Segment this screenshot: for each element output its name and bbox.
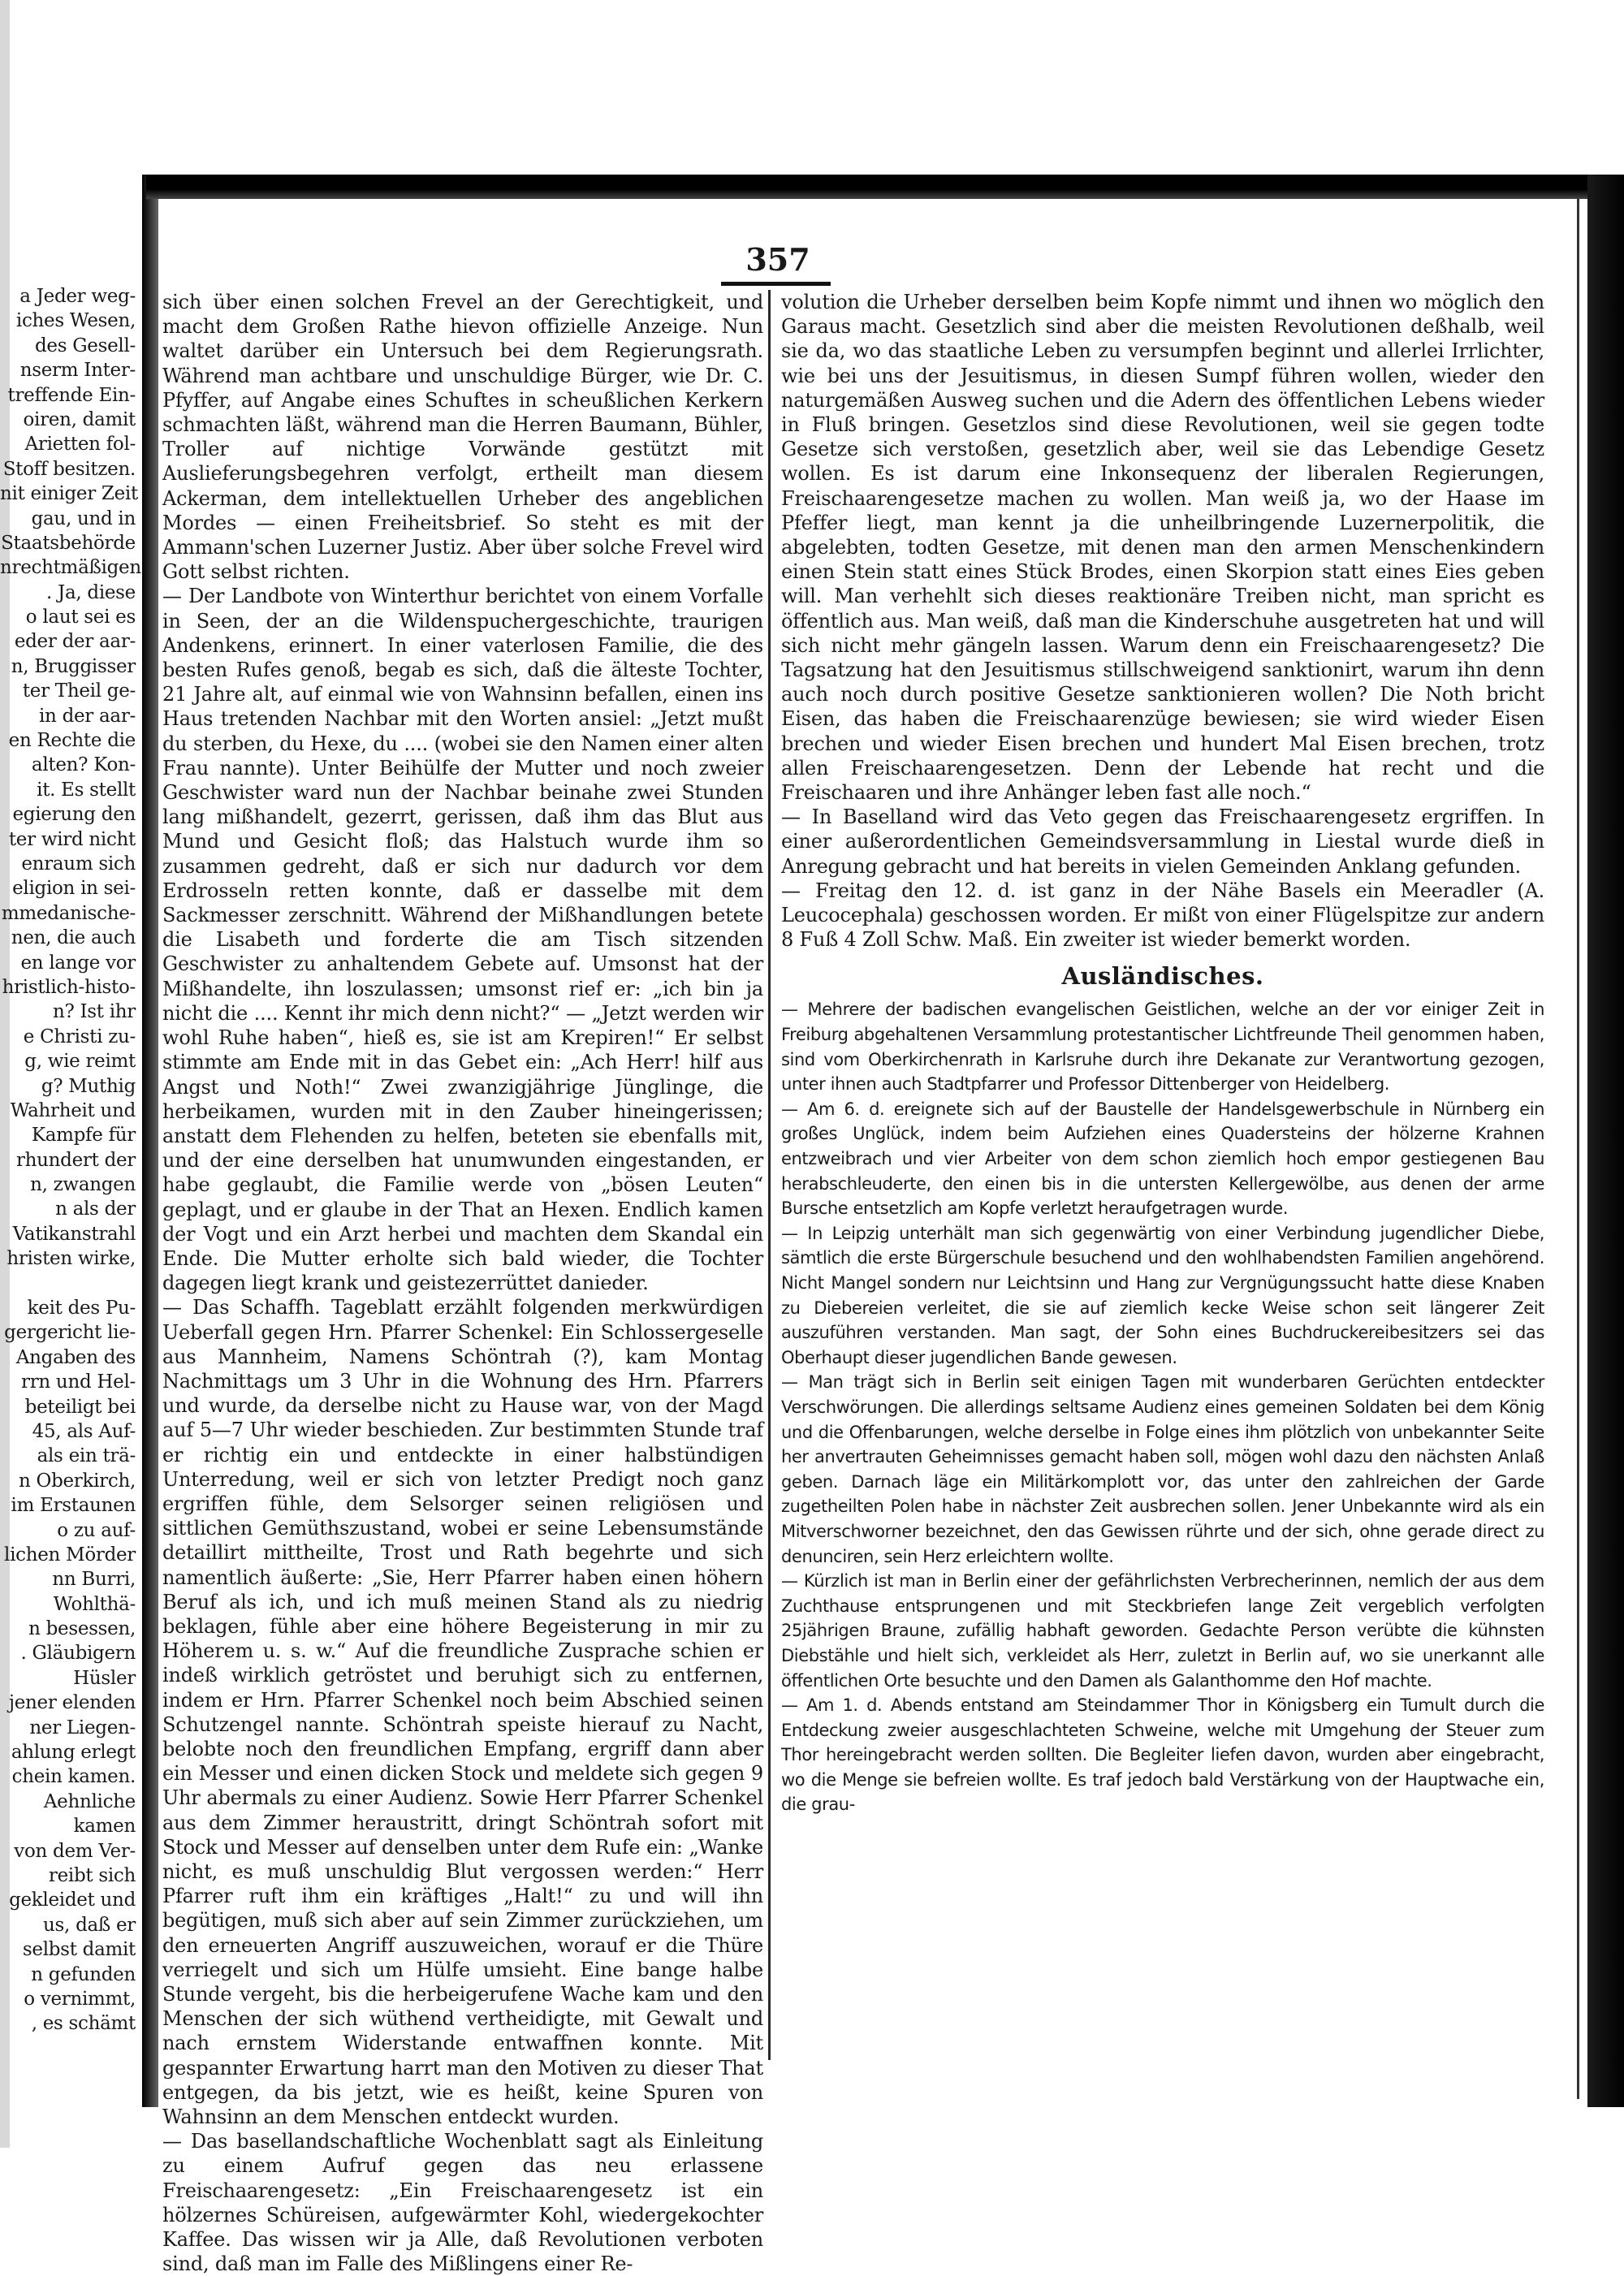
facing-page-line: Wohlthä- — [53, 1593, 136, 1615]
facing-page-line: enraum sich — [21, 853, 136, 875]
foreign-news-paragraph: — Am 6. d. ereignete sich auf der Baustelle der Handelsgewerbschule in Nürnberg ein großes Unglück, indem beim Aufziehen eines Quadersteins der hölzerne Krahnen entzweibrach und vier Arbeiter von dem schon ziemlich hoch empor gestiegenen Bau herabschleuderte, den einen bis in die untersten Kellergewölbe, aus denen der arme Bursche entsetzlich am Kopfe verletzt heraufgetragen wurde. — [781, 1099, 1544, 1219]
facing-page-line: mmedanische- — [1, 902, 136, 924]
column-right — [781, 290, 1544, 2084]
facing-page-line: 45, als Auf- — [32, 1420, 136, 1442]
facing-page-line: Staatsbehörde — [1, 532, 136, 554]
foreign-news-paragraph: — Kürzlich ist man in Berlin einer der gefährlichsten Verbrecherinnen, nemlich der aus dem Zuchthause entsprungenen und mit Steckbriefen lange Zeit vergeblich verfolgten 25jährigen Braune, zufällig habhaft geworden. Gedachte Person verübte die kühnsten Diebstähle und hielt sich, verkleidet als Herr, zuletzt in Berlin auf, wo sie unerkannt alle öffentlichen Orte besuchte und den Damen als Galanthomme den Hof machte. — [781, 1571, 1544, 1691]
facing-page-line: it. Es stellt — [37, 779, 136, 801]
gutter-shadow — [142, 175, 158, 2107]
facing-page-line: en lange vor — [20, 952, 136, 974]
foreign-news-paragraph: — Mehrere der badischen evangelischen Geistlichen, welche an der vor einiger Zeit in Freiburg abgehaltenen Versammlung protestantischer Lichtfreunde Theil genommen haben, sind vom Oberkirchenrath in Karlsruhe durch ihre Dekanate zur Verantwortung gezogen, unter ihnen auch Stadtpfarrer und Professor Dittenberger von Heidelberg. — [781, 1000, 1544, 1095]
facing-page-line: nrechtmäßigen — [0, 557, 141, 579]
article-paragraph: — Das basellandschaftliche Wochenblatt sagt als Einleitung zu einem Aufruf gegen das neu erlassene Freischaarengesetz: „Ein Freischaarengesetz ist ein hölzernes Schüreisen, aufgewärmter Kohl, wiedergekochter Kaffee. Das wissen wir ja Alle, daß Revolutionen verboten sind, daß man im Falle des Mißlingens einer Re- — [162, 2130, 763, 2276]
facing-page-line: n? Ist ihr — [52, 1001, 136, 1023]
facing-page-line: . Ja, diese — [46, 581, 136, 603]
facing-page-line: hristlich-histo- — [2, 976, 136, 998]
facing-page-line: e Christi zu- — [23, 1026, 136, 1047]
page-right-shadow — [1587, 175, 1624, 2107]
facing-page-line: treffende Ein- — [7, 384, 136, 406]
facing-page-line: n besessen, — [28, 1618, 136, 1640]
foreign-news-paragraph: — Am 1. d. Abends entstand am Steindammer Thor in Königsberg ein Tumult durch die Entdeckung zweier ausgeschlachteten Schweine, welche mit Umgehung der Steuer zum Thor hereingebracht werden sollten. Die Begleiter liefen davon, wurden aber eingebracht, wo die Menge sie befreien wollte. Es traf jedoch bald Verstärkung von der Hauptwache ein, die grau- — [781, 1695, 1544, 1815]
facing-page-line: Hüsler — [73, 1667, 136, 1689]
facing-page-fragment — [0, 284, 142, 2111]
facing-page-line: gekleidet und — [9, 1889, 136, 1911]
facing-page-line: im Erstaunen — [11, 1495, 136, 1517]
facing-page-line: en Rechte die — [8, 730, 136, 752]
facing-page-line: . Gläubigern — [20, 1643, 136, 1665]
facing-page-line: keit des Pu- — [27, 1298, 136, 1319]
facing-page-line: ter Theil ge- — [22, 680, 136, 702]
facing-page-line: nit einiger Zeit — [0, 483, 138, 505]
facing-page-line: gau, und in — [31, 507, 136, 529]
facing-page-line: Vatikanstrahl — [12, 1223, 136, 1245]
facing-page-line: eder der aar- — [14, 631, 136, 653]
facing-page-line: us, daß er — [43, 1914, 136, 1936]
facing-page-line: jener elenden — [8, 1692, 136, 1714]
facing-page-line: g? Muthig — [41, 1075, 136, 1097]
page-number-rule — [721, 282, 831, 286]
facing-page-line: Wahrheit und — [10, 1099, 136, 1121]
facing-page-line: Arietten fol- — [24, 434, 136, 456]
facing-page-line — [0, 1272, 142, 1296]
facing-page-line: reibt sich — [48, 1865, 136, 1886]
facing-page-line: von dem Ver- — [14, 1840, 136, 1862]
facing-page-line: g, wie reimt — [24, 1051, 136, 1073]
facing-page-line: nn Burri, — [52, 1569, 136, 1591]
facing-page-line: des Gesell- — [34, 335, 136, 356]
newspaper-page — [161, 199, 1582, 2276]
page-right-border — [1577, 199, 1579, 2099]
facing-page-line: selbst damit — [22, 1939, 136, 1961]
facing-page-line: rhundert der — [15, 1149, 136, 1171]
facing-page-line: a Jeder weg- — [19, 286, 136, 307]
facing-page-line: n als der — [55, 1198, 136, 1220]
facing-page-line: o vernimmt, — [24, 1988, 136, 2010]
facing-page-line: nserm Inter- — [19, 360, 136, 382]
article-paragraph: — Freitag den 12. d. ist ganz in der Nähe Basels ein Meeradler (A. Leucocephala) geschossen worden. Er mißt von einer Flügelspitze zur andern 8 Fuß 4 Zoll Schw. Maß. Ein zweiter ist wieder bemerkt worden. — [781, 879, 1544, 952]
facing-page-line: o laut sei es — [25, 607, 136, 628]
facing-page-line: ner Liegen- — [29, 1717, 136, 1738]
facing-page-line: als ein trä- — [37, 1445, 136, 1467]
facing-page-line: lichen Mörder — [4, 1544, 136, 1566]
column-divider — [768, 290, 771, 2060]
facing-page-line: eligion in sei- — [12, 878, 136, 900]
facing-page-line: gergericht lie- — [4, 1322, 136, 1344]
facing-page-line: alten? Kon- — [31, 754, 136, 776]
page-number: 357 — [745, 241, 810, 278]
article-paragraph: — Das Schaffh. Tageblatt erzählt folgenden merkwürdigen Ueberfall gegen Hrn. Pfarrer Schenkel: Ein Schlossergeselle aus Mannheim, Namens Schöntrah (?), kam Montag Nachmittags um 3 Uhr in die Wohnung des Hrn. Pfarrers und wurde, da derselbe nicht zu Hause war, von der Magd auf 5—7 Uhr wieder beschieden. Zur bestimmten Stunde traf er richtig ein und entdeckte in einer halbstündigen Unterredung, weil er sich von letzter Predigt noch ganz ergriffen fühle, dem Selsorger seinen religiösen und sittlichen Gemüthszustand, wobei er seine Lebensumstände detaillirt mittheilte, Trost und Rath begehrte und sich namentlich äußerte: „Sie, Herr Pfarrer haben einen höhern Beruf als ich, und ich muß meinen Stand als zu niedrig beklagen, fühle aber eine höhere Begeisterung in mir zu Höherem u. s. w.“ Auf die freundliche Zusprache schien er indeß wirklich getröstet und beruhigt sich zu entfernen, indem er Hrn. Pfarrer Schenkel noch beim Abschied seinen Schutzengel nannte. Schöntrah speiste hierauf zu Nacht, belobte noch den freundlichen Empfang, ergriff dann aber ein Messer und einen dicken Stock und meldete sich gegen 9 Uhr abermals zu einer Audienz. Sowie Herr Pfarrer Schenkel aus dem Zimmer heraustritt, dringt Schöntrah sofort mit Stock und Messer auf denselben unter dem Rufe ein: „Wanke nicht, es muß unschuldig Blut vergossen werden:“ Herr Pfarrer ruft ihm ein kräftiges „Halt!“ zu und will ihn begütigen, muß sich aber auf sein Zimmer zurückziehen, um den erneuerten Angriff auszuweichen, worauf er die Thüre verriegelt und sich um Hülfe umsieht. Eine bange halbe Stunde vergeht, bis die herbeigerufene Wache kam und den Menschen der sich wüthend vertheidigte, mit Gewalt und nach ernstem Widerstande entwaffnen konnte. Mit gespannter Erwartung harrt man den Motiven zu dieser That entgegen, da bis jetzt, wie es heißt, keine Spuren von Wahnsinn an dem Menschen entdeckt wurden. — [162, 1296, 763, 2129]
facing-page-line: hristen wirke, — [6, 1248, 136, 1270]
facing-page-line: in der aar- — [38, 705, 136, 727]
column-left — [162, 290, 763, 2276]
facing-page-line: ter wird nicht — [8, 828, 136, 850]
facing-page-line: kamen — [73, 1816, 136, 1838]
facing-page-line: n gefunden — [31, 1963, 136, 1985]
facing-page-line: , es schämt — [31, 2013, 136, 2035]
facing-page-line: Kampfe für — [31, 1125, 136, 1147]
facing-page-line: Angaben des — [15, 1346, 136, 1368]
facing-page-line: oiren, damit — [23, 408, 136, 430]
foreign-news-paragraph: — Man trägt sich in Berlin seit einigen Tagen mit wunderbaren Gerüchten entdeckter Verschwörungen. Die allerdings seltsame Audienz eines gemeinen Soldaten bei dem König und die Offenbarungen, welche derselbe in Folge eines ihm plötzlich von unbekannter Seite her anvertrauten Geheimnisses gemacht haben soll, mögen wohl dazu den nächsten Anlaß geben. Darnach läge ein Militärkomplott vor, das unter den zahlreichen der Garde zugetheilten Polen habe in nächster Zeit ausbrechen sollen. Jener Unbekannte wird als ein Mitverschworner bezeichnet, den das Gewissen rührte und der sich, ohne gerade direct zu denunciren, sein Herz erleichtern wollte. — [781, 1372, 1544, 1566]
facing-page-line: iches Wesen, — [15, 310, 136, 332]
facing-page-line: rrn und Hel- — [21, 1371, 136, 1393]
facing-page-line: Stoff besitzen. — [2, 458, 136, 480]
facing-page-line: egierung den — [12, 804, 136, 826]
article-paragraph: — In Baselland wird das Veto gegen das Freischaarengesetz ergriffen. In einer außerordentlichen Gemeindsversammlung in Liestal wurde dieß in Anregung gebracht und hat bereits in vielen Gemeinden Anklang gefunden. — [781, 805, 1544, 878]
article-paragraph: sich über einen solchen Frevel an der Gerechtigkeit, und macht dem Großen Rathe hievon offizielle Anzeige. Nun waltet darüber ein Untersuch bei dem Regierungsrath. Während man achtbare und unschuldige Bürger, wie Dr. C. Pfyffer, auf Angabe eines Schuftes in scheußlichen Kerkern schmachten läßt, während man die Herren Baumann, Bühler, Troller auf nichtige Vorwände gestützt mit Auslieferungsbegehren verfolgt, ertheilt man diesem Ackerman, dem intellektuellen Urheber des angeblichen Mordes — einen Freiheitsbrief. So steht es mit der Ammann'schen Luzerner Justiz. Aber über solche Frevel wird Gott selbst richten. — [162, 291, 763, 584]
facing-page-line: beteiligt bei — [24, 1396, 136, 1418]
foreign-news-paragraph: — In Leipzig unterhält man sich gegenwärtig von einer Verbindung jugendlicher Diebe, sämtlich die erste Bürgerschule besuchend und den wohlhabendsten Familien angehörend. Nicht Mangel sondern nur Leichtsinn und Hang zur Vergnügungssucht hatte diese Knaben zu Diebereien verleitet, die sie auf ziemlich kecke Weise schon seit längerer Zeit auszuführen verstanden. Man sagt, der Sohn eines Buchdruckereibesitzers sei das Oberhaupt dieser jugendlichen Bande gewesen. — [781, 1223, 1544, 1367]
facing-page-line: Aehnliche — [43, 1790, 136, 1812]
facing-page-line: n Oberkirch, — [18, 1470, 136, 1492]
facing-page-line: nen, die auch — [11, 927, 136, 949]
facing-page-line: chein kamen. — [11, 1766, 136, 1788]
facing-page-line: ahlung erlegt — [11, 1742, 136, 1764]
facing-page-line: n, zwangen — [30, 1174, 136, 1196]
facing-page-line: o zu auf- — [57, 1519, 136, 1541]
facing-page-line: n, Bruggisser — [11, 655, 136, 677]
page-top-shadow — [146, 175, 1608, 199]
article-paragraph: — Der Landbote von Winterthur berichtet von einem Vorfalle in Seen, der an die Wildenspuchergeschichte, traurigen Andenkens, erinnert. In einer vaterlosen Familie, die des besten Rufes genoß, begab es sich, daß die älteste Tochter, 21 Jahre alt, auf einmal wie von Wahnsinn befallen, einen ins Haus tretenden Nachbar mit den Worten ansiel: „Jetzt mußt du sterben, du Hexe, du .... (wobei sie den Namen einer alten Frau nannte). Unter Beihülfe der Mutter und noch zweier Geschwister ward nun der Nachbar beinahe zwei Stunden lang mißhandelt, gezerrt, gerissen, daß ihm das Blut aus Mund und Gesicht floß; das Halstuch wurde ihm so zusammen gedreht, daß er sich nur dadurch vor dem Erdrosseln retten konnte, daß er dasselbe mit dem Sackmesser zerschnitt. Während der Mißhandlungen betete die Lisabeth und forderte die am Tisch sitzenden Geschwister zu anhaltendem Gebete auf. Umsonst hat der Mißhandelte, ihn loszulassen; umsonst rief er: „ich bin ja nicht die .... Kennt ihr mich denn nicht?“ — „Jetzt werden wir wohl Ruhe haben“, hieß es, sie ist am Krepiren!“ Er selbst stimmte am Ende mit in das Gebet ein: „Ach Herr! hilf aus Angst und Noth!“ Zwei zwanzigjährige Jünglinge, die herbeikamen, wurden mit in den Zauber hineingerissen; anstatt dem Flehenden zu helfen, beteten sie ebenfalls mit, und der eine derselben hat unumwunden eingestanden, er habe geglaubt, die Familie werde von „bösen Leuten“ geplagt, und er glaube in der That an Hexen. Endlich kamen der Vogt und ein Arzt herbei und machten dem Skandal ein Ende. Die Mutter erholte sich bald wieder, die Tochter dagegen liegt krank und geistezerrüttet danieder. — [162, 585, 763, 1295]
section-heading: Ausländisches. — [1061, 962, 1264, 991]
article-paragraph: volution die Urheber derselben beim Kopfe nimmt und ihnen wo möglich den Garaus macht. Gesetzlich sind aber die meisten Revolutionen deßhalb, weil sie da, wo das staatliche Leben zu versumpfen beginnt und allerlei Irrlichter, wie bei uns der Jesuitismus, in diesen Sumpf führen wollen, wieder den naturgemäßen Ausweg suchen und die Adern des öffentlichen Lebens wieder in Fluß bringen. Gesetzlos sind diese Revolutionen, weil sie gegen todte Gesetze sich verstoßen, gesetzlich aber, weil sie das Lebendige Gesetz wollen. Es ist darum eine Inkonsequenz der liberalen Regierungen, Freischaarengesetze machen zu wollen. Man weiß ja, wo der Haase im Pfeffer liegt, man kennt ja die unheilbringende Luzernerpolitik, die abgelebten, todten Gesetze, mit denen man den armen Menschenkindern einen Stein statt eines Stück Brodes, einen Skorpion statt eines Eies geben will. Man verhehlt sich dieses reaktionäre Treiben nicht, man spricht es öffentlich aus. Man weiß, daß man die Kinderschuhe ausgetreten hat und will sich nicht mehr gängeln lassen. Warum denn ein Freischaarengesetz? Die Tagsatzung hat den Jesuitismus stillschweigend sanktionirt, warum ihn denn auch noch durch positive Gesetze sanktionieren wollen? Die Noth bricht Eisen, das haben die Freischaarenzüge bewiesen; sie wird wieder Eisen brechen und wieder Eisen brechen und hundert Mal Eisen brechen, trotz allen Freischaarengesetzen. Denn der Lebende hat recht und die Freischaaren und ihre Anhänger leben fast alle noch.“ — [781, 291, 1544, 805]
